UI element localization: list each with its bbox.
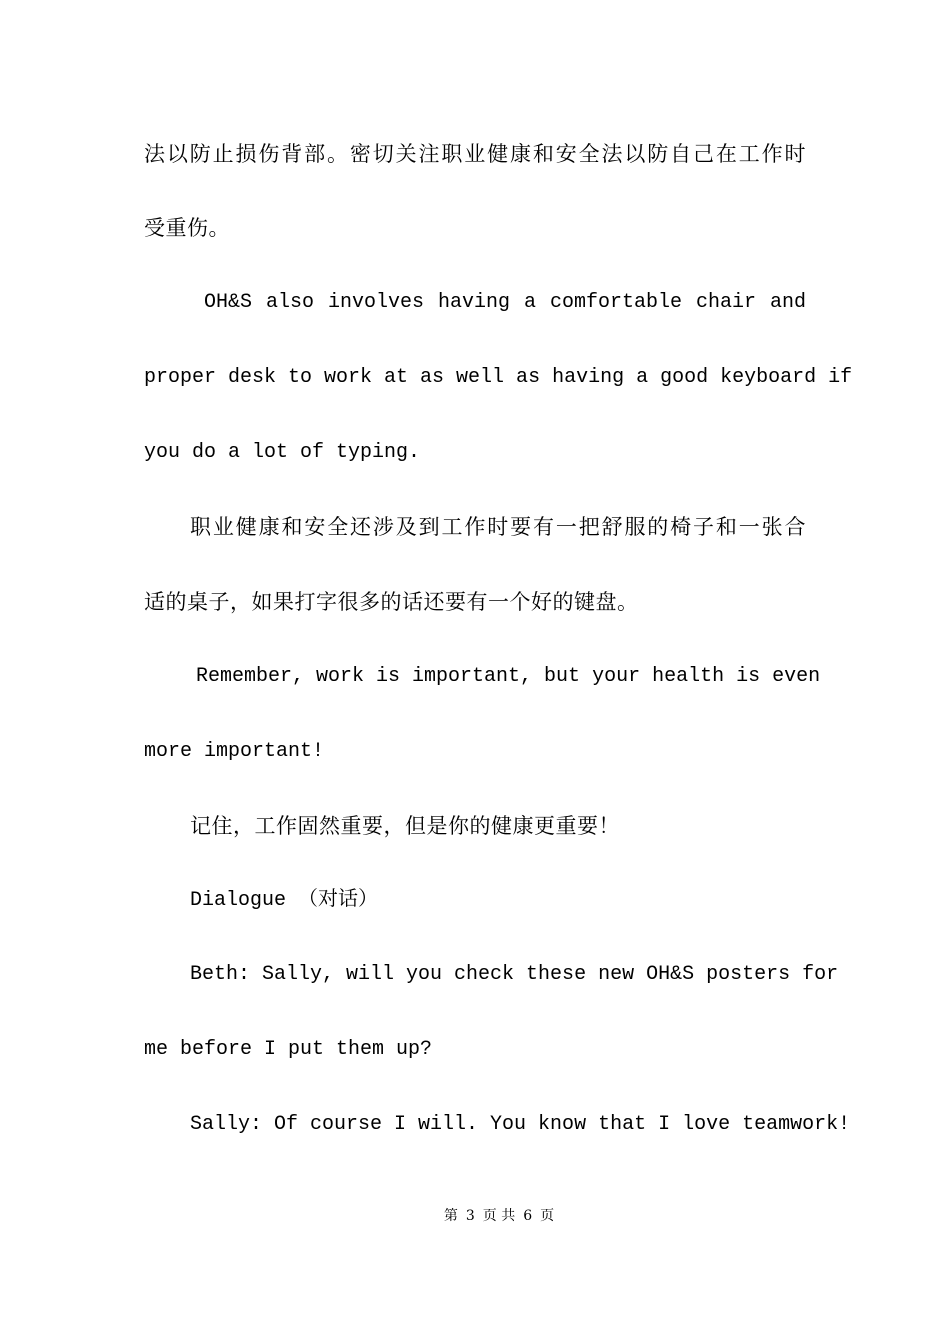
paragraph-line-9: more important! bbox=[144, 740, 325, 763]
footer-total-pages: 6 bbox=[523, 1208, 533, 1224]
paragraph-line-3: OH&S also involves having a comfortable chair and bbox=[204, 291, 806, 314]
paragraph-line-4: proper desk to work at as well as having a good keyboard if bbox=[144, 366, 853, 389]
dialogue-line-1: Beth: Sally, will you check these new OH&S posters for bbox=[190, 963, 839, 986]
paragraph-line-7: 适的桌子，如果打字很多的话还要有一个好的键盘。 bbox=[144, 590, 639, 614]
footer-prefix: 第 bbox=[443, 1208, 458, 1224]
dialogue-heading: Dialogue （对话） bbox=[190, 889, 379, 912]
paragraph-line-6: 职业健康和安全还涉及到工作时要有一把舒服的椅子和一张合 bbox=[190, 515, 806, 539]
dialogue-line-3: Sally: Of course I will. You know that I love teamwork! bbox=[190, 1113, 851, 1136]
dialogue-line-2: me before I put them up? bbox=[144, 1038, 433, 1061]
paragraph-line-1: 法以防止损伤背部。密切关注职业健康和安全法以防自己在工作时 bbox=[144, 142, 806, 166]
paragraph-line-5: you do a lot of typing. bbox=[144, 441, 421, 464]
footer-page-number: 3 bbox=[465, 1208, 475, 1224]
footer-suffix: 页 bbox=[540, 1208, 555, 1224]
page-footer bbox=[0, 1206, 950, 1226]
footer-middle: 页 共 bbox=[482, 1208, 516, 1224]
paragraph-line-2: 受重伤。 bbox=[144, 216, 230, 240]
paragraph-line-8: Remember, work is important, but your health is even bbox=[196, 665, 821, 688]
paragraph-line-10: 记住，工作固然重要，但是你的健康更重要！ bbox=[190, 814, 620, 838]
